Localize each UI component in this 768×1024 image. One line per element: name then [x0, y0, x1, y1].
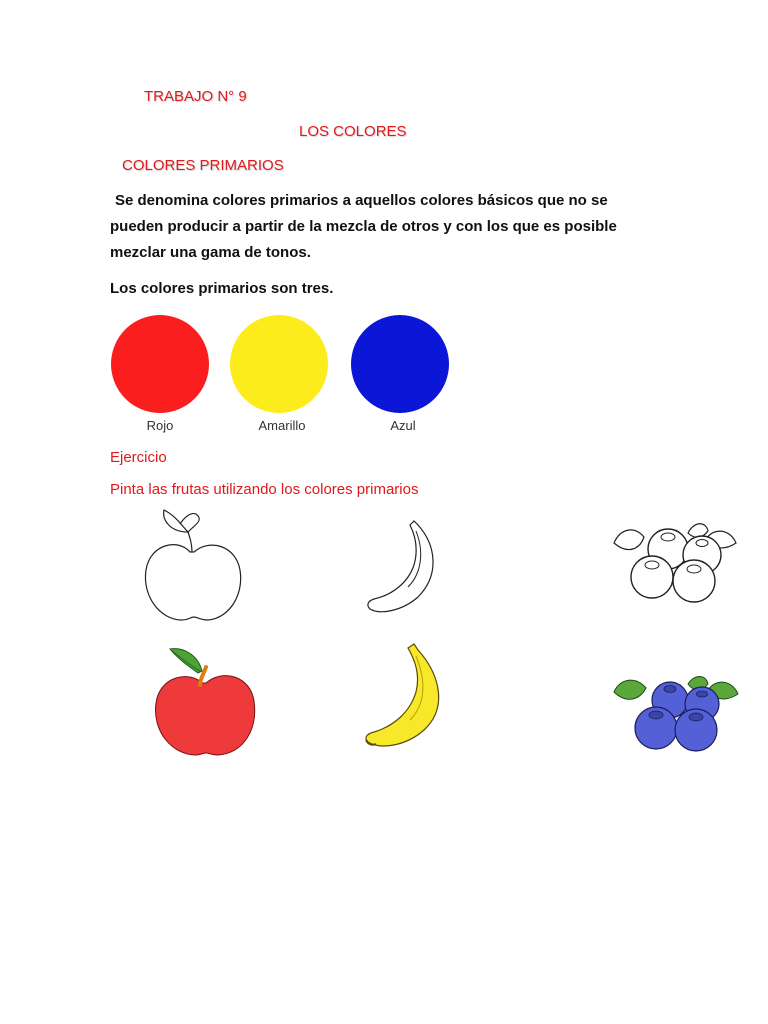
paragraph-line: pueden producir a partir de la mezcla de otros y con los que es posible: [110, 218, 617, 235]
color-label-yellow: Amarillo: [258, 418, 306, 433]
blueberries-colored-icon: [612, 672, 742, 756]
definition-paragraph: [110, 188, 710, 266]
color-label-red: Rojo: [146, 418, 174, 433]
exercise-instruction: Pinta las frutas utilizando los colores primarios: [110, 481, 419, 498]
work-title: TRABAJO N° 9: [144, 88, 247, 105]
banana-outline-icon: [362, 517, 452, 617]
paragraph-line: Se denomina colores primarios a aquellos colores básicos que no se: [115, 192, 608, 209]
blue-circle: [351, 315, 449, 413]
yellow-circle: [230, 315, 328, 413]
banana-colored-icon: [360, 642, 455, 752]
paragraph-line: mezclar una gama de tonos.: [110, 244, 311, 261]
apple-outline-icon: [138, 508, 248, 626]
apple-colored-icon: [150, 645, 260, 760]
color-label-blue: Azul: [390, 418, 416, 433]
topic-title: LOS COLORES: [299, 123, 407, 140]
exercise-heading: Ejercicio: [110, 449, 167, 466]
red-circle: [111, 315, 209, 413]
summary-text: Los colores primarios son tres.: [110, 280, 334, 297]
section-title: COLORES PRIMARIOS: [122, 157, 284, 174]
blueberries-outline-icon: [610, 515, 740, 605]
